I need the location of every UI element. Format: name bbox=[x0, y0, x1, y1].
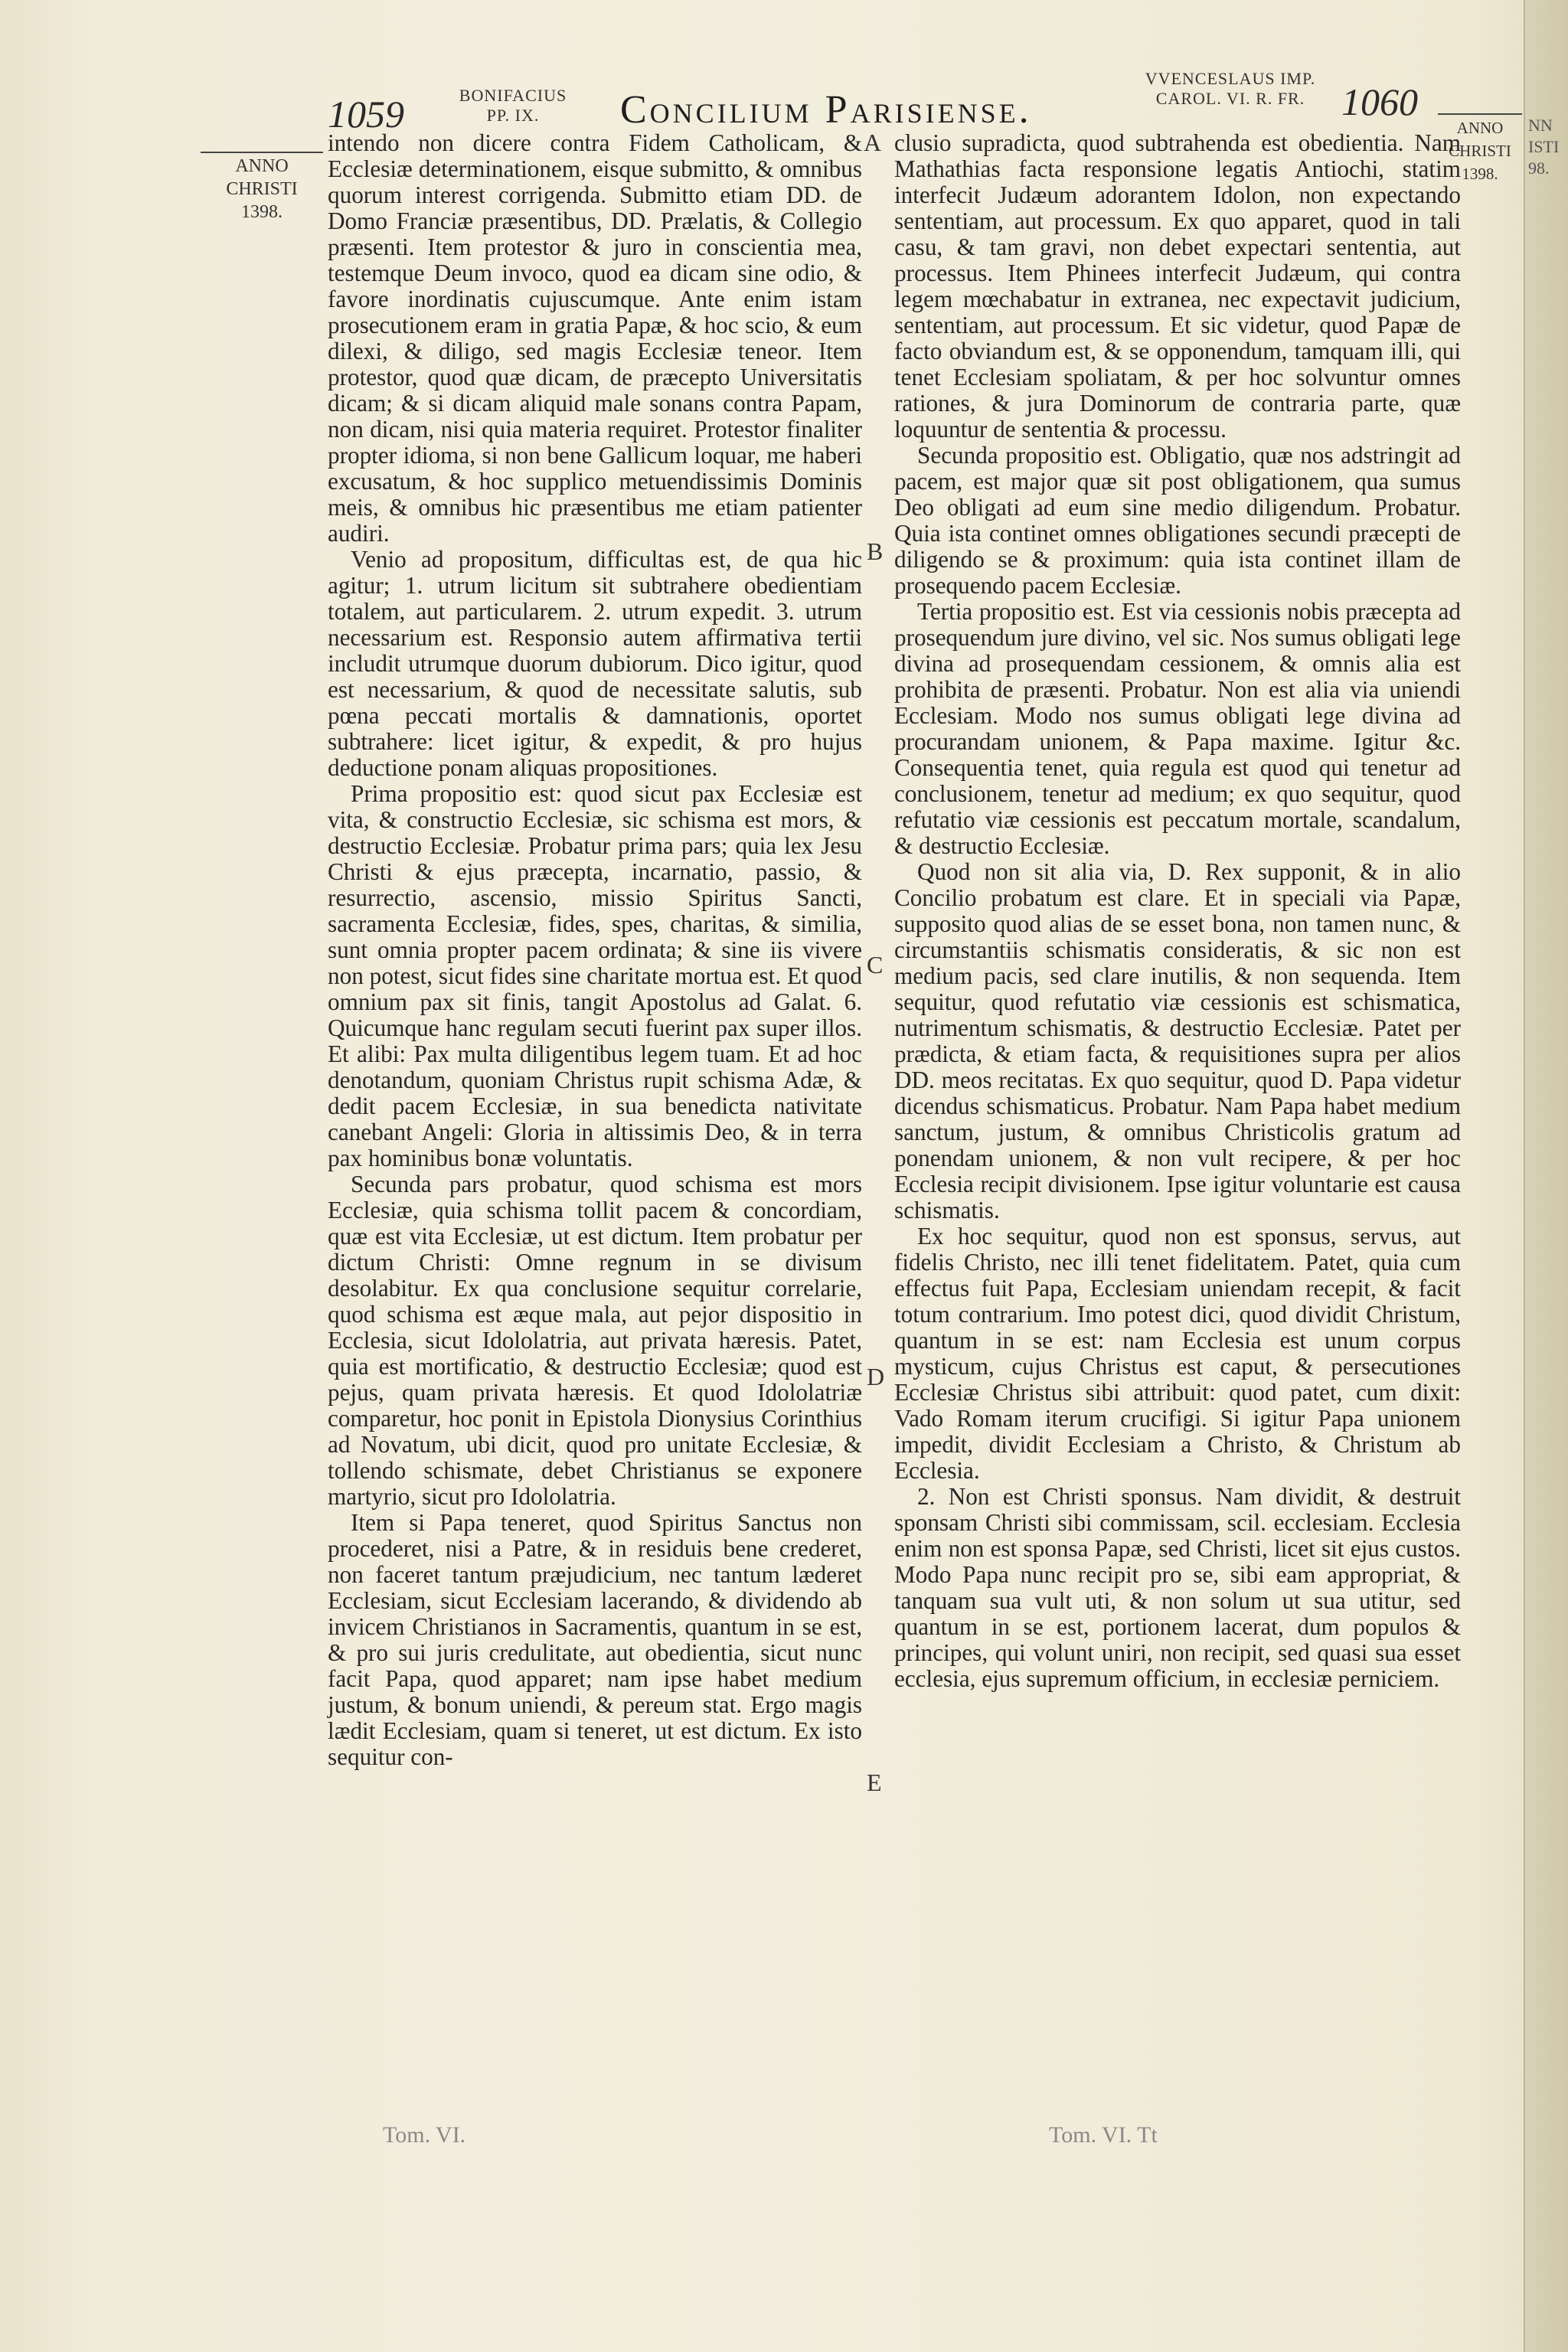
paragraph: clusio supradicta, quod subtrahenda est obedientia. Nam Mathathias facta responsione legatis Antiochi, statim interfecit Judæum adorantem Idolon, non expectando sententiam, aut processum. Ex quo apparet, quod in tali casu, & tam gravi, non debet expectari sententia, aut processus. Item Phinees interfecit Judæum, qui contra legem mœchabatur in extranea, nec expectavit judicium, sententiam, aut processum. Et sic videtur, quod Papæ de facto obviandum est, & se opponendum, tamquam illi, qui tenet Ecclesiam spoliatam, & per hoc solvuntur omnes rationes, & jura Dominorum de contraria parte, quæ loquuntur de sententia & processu. bbox=[894, 129, 1461, 443]
paragraph: Secunda pars probatur, quod schisma est mors Ecclesiæ, quia schisma tollit pacem & concordiam, quæ est vita Ecclesiæ, ut est dictum. Item probatur per dictum Christi: Omne regnum in se divisum desolabitur. Ex qua conclusione sequitur correlarie, quod schisma est æque mala, aut pejor dispositio in Ecclesia, sicut Idololatria, aut privata hæresis. Patet, quia est mortificatio, & destructio Ecclesiæ; quod est pejus, quam privata hæresis. Et quod Idololatriæ comparetur, hoc ponit in Epistola Dionysius Corinthius ad Novatum, ubi dicit, quod pro unitate Ecclesiæ, & tollendo schismate, debet Christianus se exponere martyrio, sicut pro Idololatria. bbox=[328, 1171, 862, 1510]
section-marker: D bbox=[867, 1363, 885, 1390]
paragraph: Item si Papa teneret, quod Spiritus Sanctus non procederet, nisi a Patre, & in residuis bene crederet, non faceret tantum præjudicium, nec tantum læderet Ecclesiam, sicut Ecclesiam lacerando, & dividendo ab invicem Christianos in Sacramentis, quantum in se est, & pro sui juris credulitate, aut obedientia, sicut nunc facit Papa, quod apparet; nam ipse habet medium justum, & bonum uniendi, & pereum stat. Ergo magis lædit Ecclesiam, quam si teneret, ut est dictum. Ex isto sequitur con- bbox=[328, 1509, 862, 1770]
margin-year-left: ANNO CHRISTI 1398. bbox=[201, 152, 323, 224]
margin-year-right: ANNO CHRISTI 1398. bbox=[1438, 113, 1522, 185]
page-header bbox=[0, 69, 1568, 138]
right-text-column bbox=[894, 130, 1461, 1692]
section-marker: C bbox=[867, 951, 884, 978]
adjacent-page-edge bbox=[1524, 0, 1568, 2352]
left-text-column bbox=[328, 130, 862, 1770]
margin-rule bbox=[201, 152, 323, 153]
footer-catchword-left: Tom. VI. bbox=[383, 2122, 466, 2148]
right-page-number: 1060 bbox=[1341, 80, 1418, 123]
left-page-number: 1059 bbox=[328, 93, 404, 136]
paragraph: Secunda propositio est. Obligatio, quæ nos adstringit ad pacem, est major quæ sit post obligationem, qua sumus Deo obligati ad eum sine medio diligendum. Probatur. Quia ista continet omnes obligationes secundi præcepti de diligendo se & proximum: quia ista continet illam de prosequendo pacem Ecclesiæ. bbox=[894, 442, 1461, 599]
margin-rule bbox=[1438, 113, 1522, 115]
paragraph: 2. Non est Christi sponsus. Nam dividit, & destruit sponsam Christi sibi commissam, scil. ecclesiam. Ecclesia enim non est sponsa Papæ, sed Christi, licet sit ejus custos. Modo Papa nunc recipit pro se, sibi eam appropriat, & tanquam sua vult uti, & non solum ut sua utitur, sed quantum in se est, portionem lacerat, dum populos & principes, qui volunt uniri, non recipit, sed quasi sua esset ecclesia, ejus supremum officium, in ecclesiæ perniciem. bbox=[894, 1483, 1461, 1692]
paragraph: Ex hoc sequitur, quod non est sponsus, servus, aut fidelis Christo, nec illi tenet fidelitatem. Patet, quia cum effectus fuit Papa, Ecclesiam uniendam recepit, & facit totum contrarium. Imo potest dici, quod dividit Christum, quantum in se est: nam Ecclesia est unum corpus mysticum, cujus Christus est caput, & persecutiones Ecclesiæ Christus sibi attribuit: quod patet, cum dixit: Vado Romam iterum crucifigi. Si igitur Papa unionem impedit, dividit Ecclesiam a Christo, & Christum ab Ecclesia. bbox=[894, 1223, 1461, 1484]
edge-fragment: NN ISTI 98. bbox=[1528, 116, 1560, 178]
section-marker: A bbox=[864, 129, 882, 156]
right-running-head: VVENCESLAUS IMP. CAROL. VI. R. FR. bbox=[1145, 69, 1316, 108]
left-running-head: BONIFACIUS PP. IX. bbox=[459, 86, 567, 125]
paragraph: Venio ad propositum, difficultas est, de qua hic agitur; 1. utrum licitum sit subtrahere obedientiam totalem, aut particularem. 2. utrum expedit. 3. utrum necessarium est. Responsio autem affirmativa tertii includit utrumque duorum dubiorum. Dico igitur, quod est necessarium, & quod de necessitate salutis, sub pœna peccati mortalis & damnationis, oportet subtrahere: licet igitur, & expedit, & pro hujus deductione ponam aliquas propositiones. bbox=[328, 546, 862, 781]
paragraph: Prima propositio est: quod sicut pax Ecclesiæ est vita, & constructio Ecclesiæ, sic schisma est mors, & destructio Ecclesiæ. Probatur prima pars; quia lex Jesu Christi & ejus præcepta, incarnatio, passio, & resurrectio, ascensio, missio Spiritus Sancti, sacramenta Ecclesiæ, fides, spes, charitas, & similia, sunt omnia propter pacem ordinata; & sine iis vivere non potest, sicut fides sine charitate mortua est. Et quod omnium pax sit finis, tangit Apostolus ad Galat. 6. Quicumque hanc regulam secuti fuerint pax super illos. Et alibi: Pax multa diligentibus legem tuam. Et ad hoc denotandum, quoniam Christus rupit schisma Adæ, & dedit pacem Ecclesiæ, in sua benedicta nativitate canebant Angeli: Gloria in altissimis Deo, & in terra pax hominibus bonæ voluntatis. bbox=[328, 780, 862, 1171]
paragraph: intendo non dicere contra Fidem Catholicam, & Ecclesiæ determinationem, eisque submitto, & omnibus quorum interest corrigenda. Submitto etiam DD. de Domo Franciæ præsentibus, DD. Prælatis, & Collegio præsenti. Item protestor & juro in conscientia mea, testemque Deum invoco, quod ea dicam sine odio, & favore inordinatis cujuscumque. Ante enim istam prosecutionem eram in gratia Papæ, & hoc scio, & eum dilexi, & diligo, sed magis Ecclesiæ teneor. Item protestor, quod quæ dicam, de præcepto Universitatis dicam; & si dicam aliquid male sonans contra Papam, non dicam, nisi quia materia requiret. Protestor finaliter propter idioma, si non bene Gallicum loquar, me haberi excusatum, & hoc supplico metuendissimis Dominis meis, & omnibus hic præsentibus me etiam patienter audiri. bbox=[328, 129, 862, 547]
section-marker: B bbox=[867, 537, 884, 565]
paragraph: Tertia propositio est. Est via cessionis nobis præcepta ad prosequendum jure divino, vel sic. Nos sumus obligati lege divina ad prosequendam cessionem, & omnis alia est prohibita de præsenti. Probatur. Non est alia via uniendi Ecclesiam. Modo nos sumus obligati lege divina ad procurandam unionem, & Papa maxime. Igitur &c. Consequentia tenet, quia regula est quod qui tenetur ad conclusionem, tenetur ad medium; ex quo sequitur, quod refutatio viæ cessionis est peccatum mortale, scandalum, & destructio Ecclesiæ. bbox=[894, 598, 1461, 859]
paragraph: Quod non sit alia via, D. Rex supponit, & in alio Concilio probatum est clare. Et in speciali via Papæ, supposito quod alias de se esset bona, non tamen nunc, & circumstantiis schismatis consideratis, & sic non est medium pacis, sed clare inutilis, & non sequenda. Item sequitur, quod refutatio viæ cessionis est schismatica, nutrimentum schismatis, & destructio Ecclesiæ. Patet per prædicta, & etiam facta, & requisitiones supra per alios DD. meos recitatas. Ex quo sequitur, quod D. Papa videtur dicendus schismaticus. Probatur. Nam Papa habet medium sanctum, justum, & omnibus Christicolis gratum ad ponendam unionem, & non vult recipere, & per hoc Ecclesia recipit divisionem. Ipse igitur voluntarie est causa schismatis. bbox=[894, 858, 1461, 1223]
page-title: Concilium Parisiense. bbox=[620, 88, 1032, 132]
footer-catchword-right: Tom. VI. Tt bbox=[1049, 2122, 1158, 2148]
section-marker: E bbox=[867, 1769, 882, 1796]
